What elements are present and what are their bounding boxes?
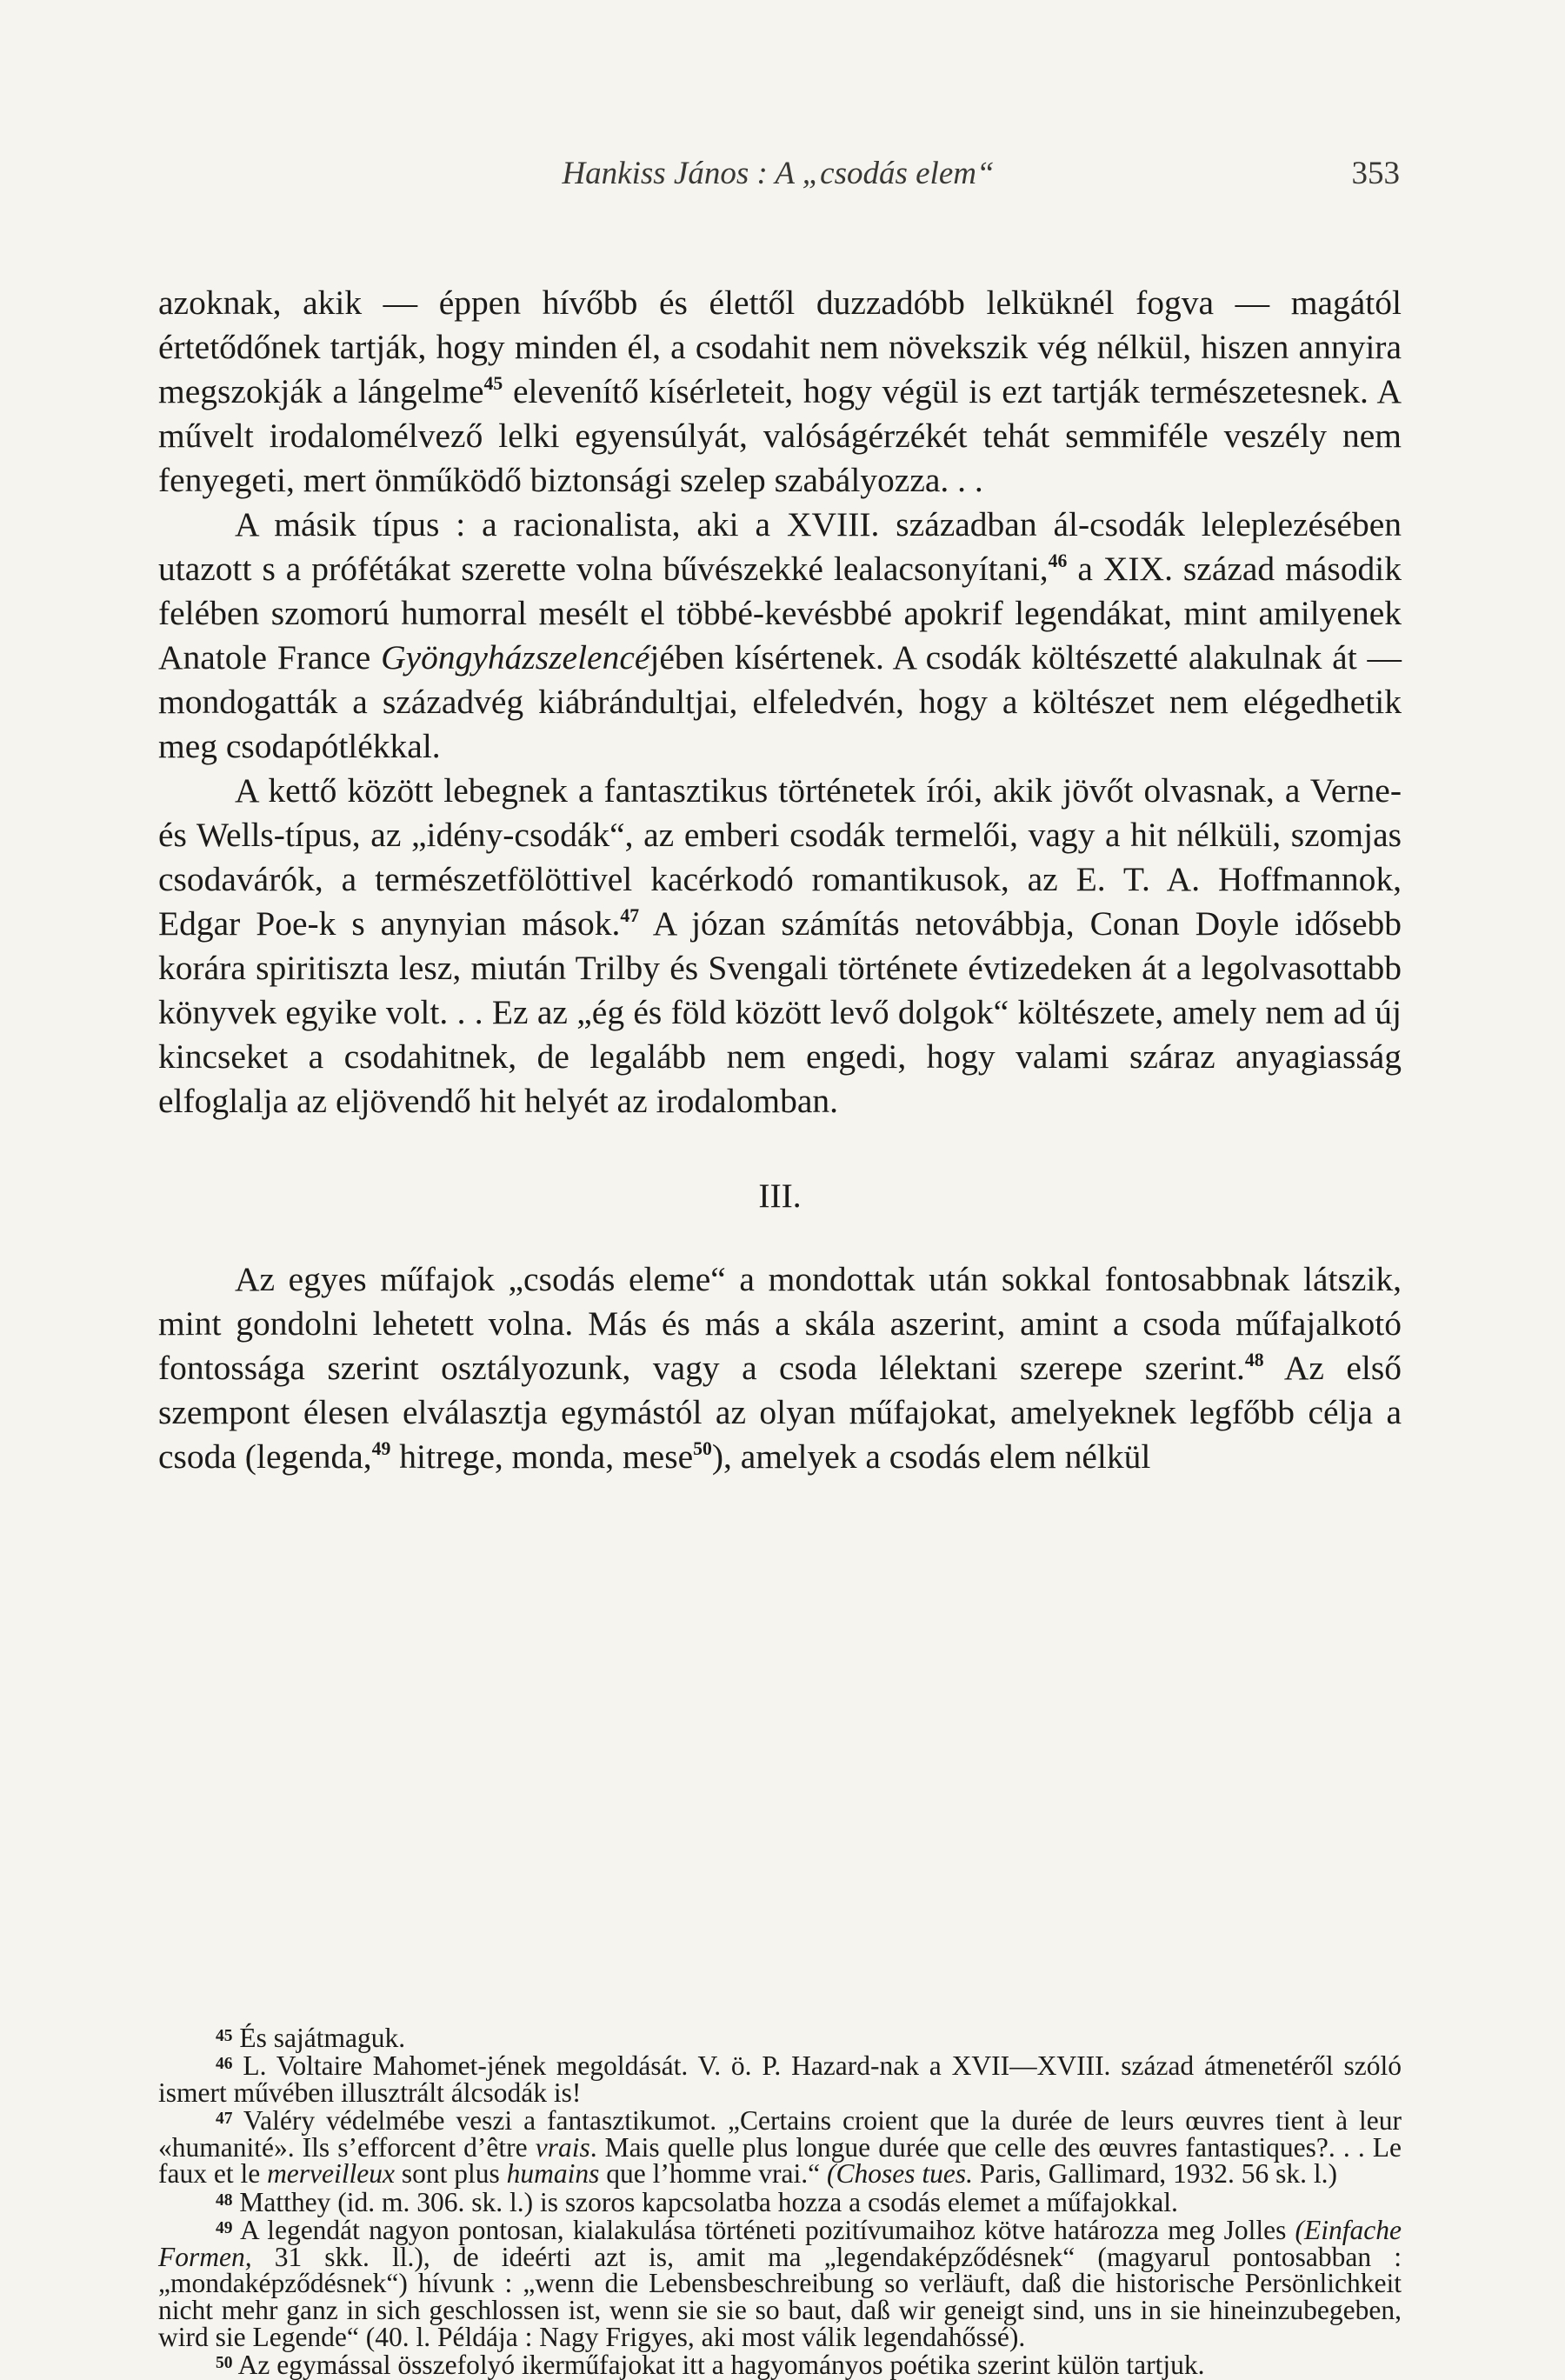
paragraph-2 xyxy=(158,503,1402,769)
footnote-47 xyxy=(158,2106,1402,2188)
footnote-text: Matthey (id. m. 306. sk. l.) is szoros kapcsolatba hozza a csodás elemet a műfajokkal. xyxy=(239,2186,1178,2217)
footnote-ref-46[interactable]: 46 xyxy=(1048,550,1068,571)
text-run: azoknak, akik — éppen hívőbb és élettől duzzadóbb lelküknél fogva — magától értetődőnek tartják, hogy minden él, a csodahit nem növekszik vég nélkül, hiszen annyira megszokják a lángelme xyxy=(158,283,1402,410)
text-run: hitrege, monda, mese xyxy=(390,1437,694,1476)
footnote-text: Az egymással összefolyó ikerműfajokat itt a hagyományos poétika szerint külön tartjuk. xyxy=(237,2350,1205,2380)
footnote-49 xyxy=(158,2216,1402,2350)
text-run: ), amelyek a csodás elem nélkül xyxy=(711,1437,1151,1476)
footnote-ref-48[interactable]: 48 xyxy=(1244,1349,1264,1370)
text-run: A kettő között lebegnek a fantasztikus történetek írói, akik jövőt olvasnak, a Verne- és Wells-típus, az „idény-csodák“, az emberi csodák termelői, vagy a hit nélküli, szomjas csodavárók, a természetfölöttivel kacérkodó romantikusok, az E. T. A. Hoffmannok, Edgar Poe-k s anynyian mások. xyxy=(158,771,1402,943)
text-run: Az első szempont élesen elválasztja egymástól az olyan műfajokat, amelyeknek legfőbb célja a csoda (legenda, xyxy=(158,1349,1402,1476)
footnote-number: 45 xyxy=(216,2027,233,2045)
footnote-ref-50[interactable]: 50 xyxy=(693,1437,712,1459)
page-number: 353 xyxy=(1351,156,1400,191)
footnote-text: A legendát nagyon pontosan, kialakulása történeti pozitívumaihoz kötve határozza meg Jolles xyxy=(240,2215,1295,2246)
italic-title: Gyöngyházszelencé xyxy=(381,638,650,677)
footnote-ref-49[interactable]: 49 xyxy=(371,1437,391,1459)
text-run: Az egyes műfajok „csodás eleme“ a mondottak után sokkal fontosabbnak látszik, mint gondolni lehetett volna. Más és más a skála aszerint, amint a csoda műfajalkotó fontossága szerint osztályozunk, vagy a csoda lélektani szerepe szerint. xyxy=(158,1260,1402,1387)
footnote-46 xyxy=(158,2051,1402,2106)
text-run: A józan számítás netovábbja, Conan Doyle idősebb korára spiritiszta lesz, miután Trilby és Svengali története évtizedeken át a legolvasottabb könyvek egyike volt. . . Ez az „ég és föld között levő dolgok“ költészete, amely nem ad új kincseket a csodahitnek, de legalább nem engedi, hogy valami száraz anyagiasság elfoglalja az eljövendő hit helyét az irodalomban. xyxy=(158,904,1402,1120)
footnote-text: que l’homme vrai.“ xyxy=(599,2158,827,2190)
text-run: jében kísértenek. A csodák költészetté alakulnak át — mondogatták a századvég kiábrándultjai, elfeledvén, hogy a költészet nem elégedhetik meg csodapótlékkal. xyxy=(158,638,1402,765)
paragraph-4 xyxy=(158,1257,1402,1479)
footnote-text: Valéry védelmébe veszi a fantasztikumot. „Certains croient que la durée de leurs œuvres tient à leur «humanité». Ils s’efforcent d’être xyxy=(158,2105,1402,2163)
footnote-italic: merveilleux xyxy=(267,2158,395,2190)
text-run: A másik típus : a racionalista, aki a XVIII. században ál-csodák leleplezésében utazott s a prófétákat szerette volna bűvészekké lealacsonyítani, xyxy=(158,505,1402,588)
footnote-italic: (Einfache Formen, xyxy=(158,2215,1402,2272)
footnote-number: 50 xyxy=(216,2354,233,2373)
footnote-text: . Mais quelle plus longue durée que celle des œuvres fantastiques?. . . Le faux et le xyxy=(158,2131,1402,2190)
footnote-50 xyxy=(158,2350,1402,2378)
section-heading: III. xyxy=(758,1177,802,1215)
footnote-45 xyxy=(158,2023,1402,2051)
footnote-number: 47 xyxy=(216,2110,233,2129)
footnote-ref-45[interactable]: 45 xyxy=(483,372,503,394)
footnote-number: 46 xyxy=(216,2055,233,2074)
footnotes xyxy=(158,2023,1402,2379)
footnote-text: És sajátmaguk. xyxy=(239,2022,406,2053)
footnote-number: 48 xyxy=(216,2191,233,2210)
running-title: Hankiss János : A „csodás elem“ xyxy=(562,156,995,191)
footnote-number: 49 xyxy=(216,2219,233,2238)
footnote-48 xyxy=(158,2188,1402,2216)
paragraph-3 xyxy=(158,769,1402,1123)
main-text xyxy=(158,281,1402,1479)
running-header xyxy=(156,155,1400,198)
footnote-ref-47[interactable]: 47 xyxy=(620,904,640,926)
footnote-italic: humains xyxy=(506,2158,600,2190)
paragraph-1 xyxy=(158,281,1402,503)
footnote-text: sont plus xyxy=(394,2158,507,2190)
footnote-italic: vrais xyxy=(535,2131,590,2163)
footnote-text: 31 skk. ll.), de ideérti azt is, amit ma „legendaképződésnek“ (magyarul pontosabban : „mondaképződésnek“) hívunk : „wenn die Lebensbeschreibung so verläuft, daß die historische Persönlichkeit nicht mehr ganz in sich geschlossen ist, wenn sie sie so baut, daß wir geneigt sind, uns in sie hineinzubegeben, wird sie Legende“ (40. l. Példája : Nagy Frigyes, aki most válik legendahőssé). xyxy=(158,2241,1402,2352)
footnote-italic: (Choses tues. xyxy=(826,2158,973,2190)
text-run: elevenítő kísérleteit, hogy végül is ezt tartják természetesnek. A művelt irodalomélvező lelki egyensúlyát, valóságérzékét tehát semmiféle veszély nem fenyegeti, mert önműködő biztonsági szelep szabályozza. . . xyxy=(158,372,1402,499)
footnote-text: Paris, Gallimard, 1932. 56 sk. l.) xyxy=(972,2158,1338,2190)
footnote-text: L. Voltaire Mahomet-jének megoldását. V. ö. P. Hazard-nak a XVII—XVIII. század átmenetéről szóló ismert művében illusztrált álcsodák is! xyxy=(158,2050,1402,2108)
text-run: a XIX. század második felében szomorú humorral mesélt el többé-kevésbbé apokrif legendákat, mint amilyenek Anatole France xyxy=(158,550,1402,677)
